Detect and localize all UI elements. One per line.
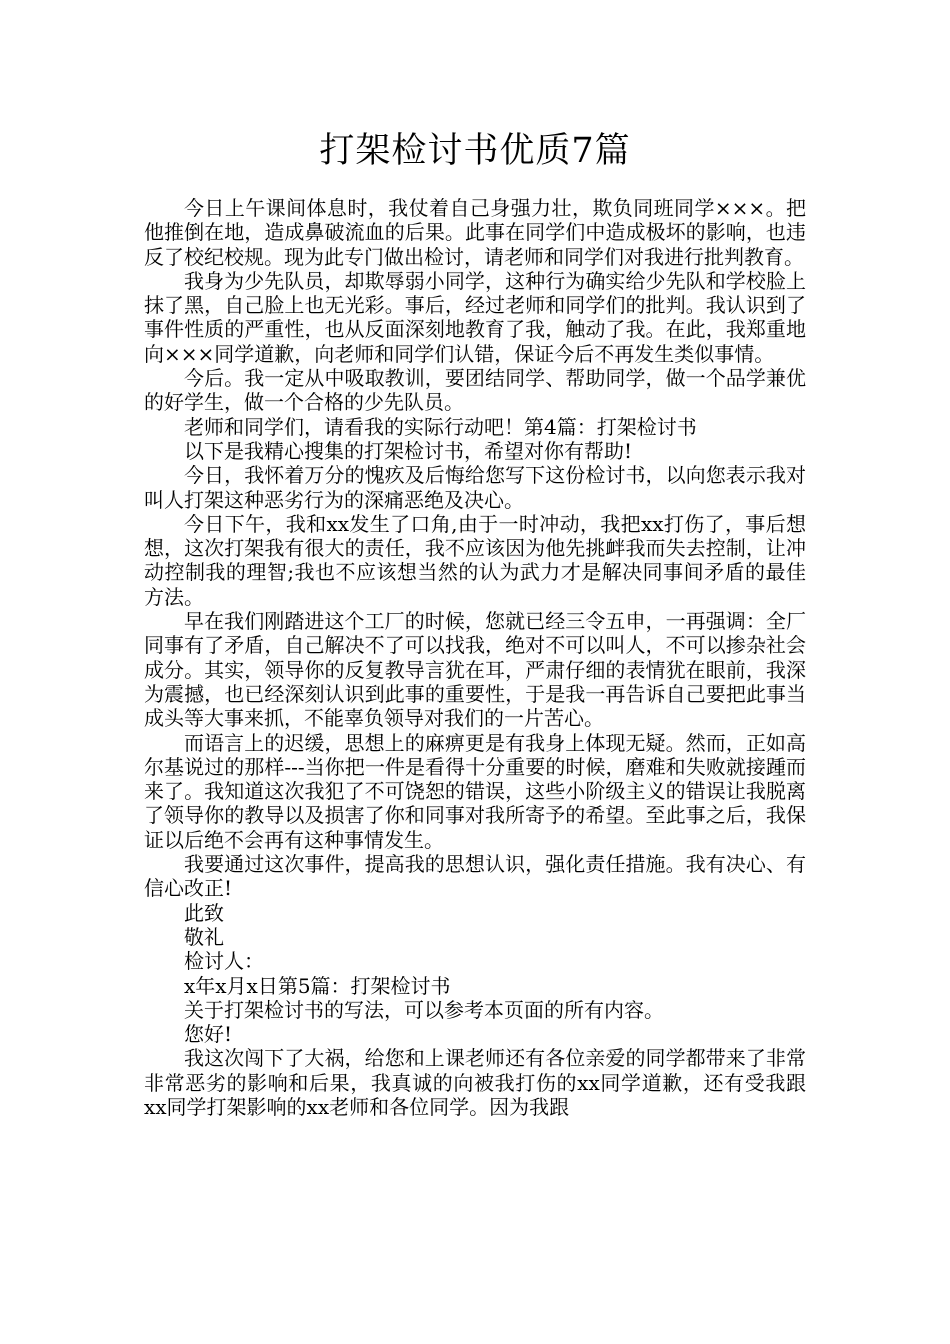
signature-line: 检讨人： <box>184 949 264 974</box>
paragraph: 我这次闯下了大祸，给您和上课老师还有各位亲爱的同学都带来了非常非常恶劣的影响和后果，我真诚的向被我打伤的xx同学道歉，还有受我跟xx同学打架影响的xx老师和各位同学。因为我跟 <box>144 1046 806 1119</box>
date-line: x年x月x日第5篇：打架检讨书 <box>184 973 451 998</box>
greeting-line: 您好! <box>184 1022 233 1047</box>
paragraph: 以下是我精心搜集的打架检讨书，希望对你有帮助! <box>184 438 633 463</box>
paragraph: 今后。我一定从中吸取教训，要团结同学、帮助同学，做一个品学兼优的好学生，做一个合格的少先队员。 <box>144 366 806 415</box>
paragraph: 今日下午，我和xx发生了口角,由于一时冲动，我把xx打伤了，事后想想，这次打架我有很大的责任，我不应该因为他先挑衅我而失去控制，让冲动控制我的理智;我也不应该想当然的认为武力才是解决同事间矛盾的最佳方法。 <box>144 511 806 609</box>
closing-line: 此致 <box>184 900 224 925</box>
paragraph: 关于打架检讨书的写法，可以参考本页面的所有内容。 <box>184 997 664 1022</box>
closing-line: 敬礼 <box>184 924 224 949</box>
paragraph: 我身为少先队员，却欺辱弱小同学，这种行为确实给少先队和学校脸上抹了黑，自己脸上也无光彩。事后，经过老师和同学们的批判。我认识到了事件性质的严重性，也从反面深刻地教育了我，触动了我。在此，我郑重地向×××同学道歉，向老师和同学们认错，保证今后不再发生类似事情。 <box>144 268 806 366</box>
document-title: 打架检讨书优质7篇 <box>319 131 631 171</box>
paragraph: 今日上午课间体息时，我仗着自己身强力壮，欺负同班同学×××。把他推倒在地，造成鼻破流血的后果。此事在同学们中造成极坏的影响，也违反了校纪校规。现为此专门做出检讨，请老师和同学们对我进行批判教育。 <box>144 196 806 269</box>
paragraph: 早在我们刚踏进这个工厂的时候，您就已经三令五申，一再强调：全厂同事有了矛盾，自己解决不了可以找我，绝对不可以叫人，不可以掺杂社会成分。其实，领导你的反复教导言犹在耳，严肃仔细的表情犹在眼前，我深为震撼，也已经深刻认识到此事的重要性，于是我一再告诉自己要把此事当成头等大事来抓，不能辜负领导对我们的一片苦心。 <box>144 609 806 731</box>
paragraph: 今日，我怀着万分的愧疚及后悔给您写下这份检讨书，以向您表示我对叫人打架这种恶劣行为的深痛恶绝及决心。 <box>144 463 806 512</box>
paragraph: 我要通过这次事件，提高我的思想认识，强化责任措施。我有决心、有信心改正! <box>144 852 806 901</box>
paragraph: 而语言上的迟缓，思想上的麻痹更是有我身上体现无疑。然而，正如高尔基说过的那样---当你把一件是看得十分重要的时候，磨难和失败就接踵而来了。我知道这次我犯了不可饶恕的错误，这些小阶级主义的错误让我脱离了领导你的教导以及损害了你和同事对我所寄予的希望。至此事之后，我保证以后绝不会再有这种事情发生。 <box>144 730 806 852</box>
paragraph: 老师和同学们，请看我的实际行动吧！第4篇：打架检讨书 <box>184 414 697 439</box>
document-body <box>144 196 806 1119</box>
